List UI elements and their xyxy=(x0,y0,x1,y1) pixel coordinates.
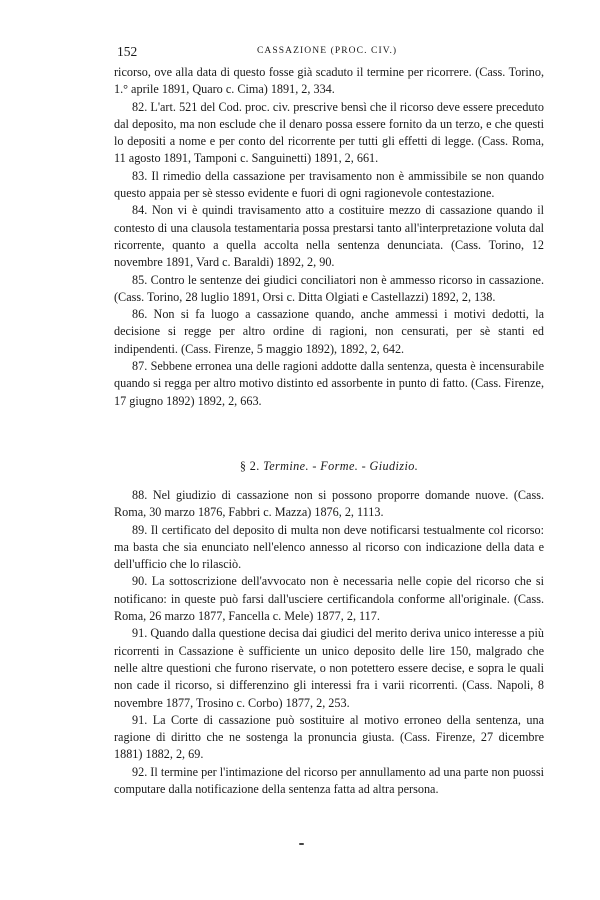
paragraph-83: 83. Il rimedio della cassazione per travisamento non è ammissibile se non quando questo appaia per sè stesso evidente e fuori di ogni ragionevole contestazione. xyxy=(114,168,544,201)
section-heading xyxy=(114,459,544,474)
paragraph-86: 86. Non si fa luogo a cassazione quando, anche ammessi i motivi dedotti, la decisione si regge per altro ordine di ragioni, non censurati, per sè stanti ed indipendenti. (Cass. Firenze, 5 maggio 1892), 1892, 2, 642. xyxy=(114,307,544,356)
paragraph-85: 85. Contro le sentenze dei giudici conciliatori non è ammesso ricorso in cassazione. (Cass. Torino, 28 luglio 1891, Orsi c. Ditta Olgiati e Castellazzi) 1892, 2, 138. xyxy=(114,272,544,304)
paragraph-88: 88. Nel giudizio di cassazione non si possono proporre domande nuove. (Cass. Roma, 30 marzo 1876, Fabbri c. Mazza) 1876, 2, 1113. xyxy=(114,488,544,520)
paragraph-91-bis: 91. La Corte di cassazione può sostituire al motivo erroneo della sentenza, una ragione di diritto che ne sostenga la pronuncia giusta. (Cass. Firenze, 27 dicembre 1881) 1882, 2, 69. xyxy=(114,712,544,762)
paragraph-92: 92. Il termine per l'intimazione del ricorso per annullamento ad una parte non puossi computare dalla notificazione della sentenza fatta ad altra persona. xyxy=(114,764,544,797)
page-number: 152 xyxy=(117,44,138,59)
section-number: § 2. xyxy=(239,459,260,473)
paragraph-87: 87. Sebbene erronea una delle ragioni addotte dalla sentenza, questa è incensurabile quando si regga per altro motivo distinto ed assorbente in punto di fatto. (Cass. Firenze, 17 giugno 1892) 1892, 2, 663. xyxy=(114,359,544,408)
paragraph-84: 84. Non vi è quindi travisamento atto a costituire mezzo di cassazione quando il contesto di una clausola testamentaria possa prestarsi tanto all'interpretazione voluta dal ricorrente, quanto a quella accolta nella sentenza denunciata. (Cass. Torino, 12 novembre 1891, Vard c. Baraldi) 1892, 2, 90. xyxy=(114,203,544,270)
text-block-before xyxy=(114,64,544,410)
paragraph-90: 90. La sottoscrizione dell'avvocato non è necessaria nelle copie del ricorso che si notificano: in queste può farsi dall'usciere certificandola conforme all'originale. (Cass. Roma, 26 marzo 1877, Fancella c. Mele) 1877, 2, 117. xyxy=(114,574,544,624)
text-block-after xyxy=(114,487,544,798)
section-title: Termine. - Forme. - Giudizio. xyxy=(263,459,419,473)
paragraph-89: 89. Il certificato del deposito di multa non deve notificarsi testualmente col ricorso: ma basta che sia enunciato nell'elenco annesso al ricorso con indicazione della data e dell'ufficio che lo rilasciò. xyxy=(114,522,544,572)
page-header xyxy=(117,44,487,62)
ink-speck xyxy=(299,843,304,845)
paragraph-91: 91. Quando dalla questione decisa dai giudici del merito deriva unico interesse a più ricorrenti in Cassazione è sufficiente un unico deposito delle lire 150, malgrado che nelle altre questioni che furono riservate, o non potettero essere decise, e sopra le quali non cade il ricorso, si differenzino gli interessi fra i varii ricorrenti. (Cass. Napoli, 8 novembre 1877, Trosino c. Corbo) 1877, 2, 253. xyxy=(114,626,544,710)
running-title: CASSAZIONE (PROC. CIV.) xyxy=(257,46,398,56)
paragraph-82: 82. L'art. 521 del Cod. proc. civ. prescrive bensì che il ricorso deve essere preceduto dal deposito, ma non esclude che il denaro possa essere fornito da un terzo, e che questi lo depositi a nome e per conto del ricorrente per tutti gli effetti di legge. (Cass. Roma, 11 agosto 1891, Tamponi c. Sanguinetti) 1891, 2, 661. xyxy=(114,99,544,166)
paragraph-continuation: ricorso, ove alla data di questo fosse già scaduto il termine per ricorrere. (Cass. Torino, 1.° aprile 1891, Quaro c. Cima) 1891, 2, 334. xyxy=(114,65,544,97)
